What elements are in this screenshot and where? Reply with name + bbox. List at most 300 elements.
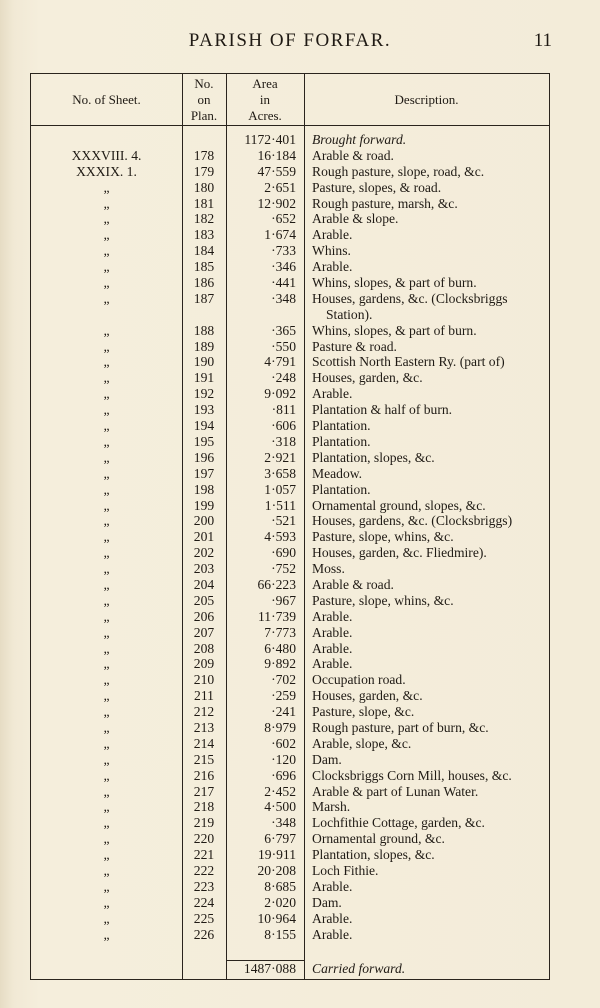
plan-number: 213 bbox=[193, 719, 215, 735]
sheet-number: „ bbox=[103, 592, 110, 608]
plan-number: 187 bbox=[193, 290, 215, 306]
table-row bbox=[31, 688, 549, 704]
sheet-number: „ bbox=[103, 338, 110, 354]
plan-number: 190 bbox=[193, 354, 215, 370]
description bbox=[312, 339, 552, 355]
area-acres: 9·092 bbox=[264, 386, 296, 402]
description bbox=[312, 831, 552, 847]
description-text: Plantation, slopes, &c. bbox=[312, 847, 435, 863]
description bbox=[312, 259, 552, 275]
table-row bbox=[31, 323, 549, 339]
sheet-number: „ bbox=[103, 402, 110, 418]
sheet-number: „ bbox=[103, 322, 110, 338]
table-row bbox=[31, 656, 549, 672]
area-acres: ·241 bbox=[271, 704, 296, 720]
area-table bbox=[30, 73, 550, 980]
header-rule bbox=[31, 125, 549, 126]
sheet-number: XXXVIII. 4. bbox=[71, 147, 142, 163]
brought-forward-row bbox=[31, 132, 549, 148]
sheet-number: „ bbox=[103, 751, 110, 767]
table-row bbox=[31, 227, 549, 243]
description bbox=[312, 529, 552, 545]
table-row bbox=[31, 768, 549, 784]
area-acres: 7·773 bbox=[264, 624, 296, 640]
sheet-number: „ bbox=[103, 862, 110, 878]
description-text: Rough pasture, part of burn, &c. bbox=[312, 719, 489, 735]
table-row bbox=[31, 736, 549, 752]
plan-number: 205 bbox=[193, 592, 215, 608]
area-acres: 10·964 bbox=[257, 910, 296, 926]
area-acres: 1·674 bbox=[264, 227, 296, 243]
page-number: 11 bbox=[533, 30, 552, 51]
table-row bbox=[31, 625, 549, 641]
plan-number: 209 bbox=[193, 656, 215, 672]
area-acres: 4·593 bbox=[264, 529, 296, 545]
carried-forward-area: 1487·088 bbox=[243, 961, 296, 976]
table-row bbox=[31, 434, 549, 450]
plan-number: 221 bbox=[193, 847, 215, 863]
sheet-number: „ bbox=[103, 545, 110, 561]
area-acres: 4·500 bbox=[264, 799, 296, 815]
description bbox=[312, 323, 552, 339]
plan-number: 224 bbox=[193, 894, 215, 910]
area-acres: ·348 bbox=[271, 290, 296, 306]
area-acres: ·696 bbox=[271, 767, 296, 783]
description-text: Arable. bbox=[312, 227, 353, 243]
plan-number: 185 bbox=[193, 259, 215, 275]
description-text: Houses, garden, &c. bbox=[312, 688, 423, 704]
plan-number: 201 bbox=[193, 529, 215, 545]
table-row bbox=[31, 148, 549, 164]
area-acres: ·441 bbox=[271, 275, 296, 291]
table-row bbox=[31, 847, 549, 863]
area-acres: ·550 bbox=[271, 338, 296, 354]
description-text: Arable & road. bbox=[312, 147, 394, 163]
column-header-plan bbox=[182, 74, 226, 125]
sheet-number: „ bbox=[103, 561, 110, 577]
table-row bbox=[31, 577, 549, 593]
description bbox=[312, 386, 552, 402]
table-row bbox=[31, 180, 549, 196]
table-row bbox=[31, 609, 549, 625]
carried-forward-row bbox=[31, 960, 549, 978]
table-row bbox=[31, 418, 549, 434]
description-text: Plantation. bbox=[312, 481, 371, 497]
sheet-number: „ bbox=[103, 449, 110, 465]
sheet-number: „ bbox=[103, 179, 110, 195]
plan-number: 179 bbox=[193, 163, 215, 179]
sheet-number: „ bbox=[103, 656, 110, 672]
table-row bbox=[31, 911, 549, 927]
description-text: Dam. bbox=[312, 894, 342, 910]
description bbox=[312, 815, 552, 831]
sheet-number: „ bbox=[103, 799, 110, 815]
description bbox=[312, 164, 552, 180]
area-acres: 2·921 bbox=[264, 449, 296, 465]
table-row bbox=[31, 561, 549, 577]
description bbox=[312, 641, 552, 657]
table-row bbox=[31, 402, 549, 418]
description-text: Arable & part of Lunan Water. bbox=[312, 783, 479, 799]
area-acres: ·521 bbox=[271, 513, 296, 529]
description-text: Rough pasture, slope, road, &c. bbox=[312, 163, 485, 179]
table-row bbox=[31, 545, 549, 561]
description bbox=[312, 863, 552, 879]
description-text: Houses, garden, &c. bbox=[312, 370, 423, 386]
description bbox=[312, 482, 552, 498]
plan-number: 211 bbox=[194, 688, 214, 704]
sheet-number: „ bbox=[103, 688, 110, 704]
description bbox=[312, 148, 552, 164]
table-row bbox=[31, 879, 549, 895]
table-row bbox=[31, 259, 549, 275]
description bbox=[312, 211, 552, 227]
description bbox=[312, 370, 552, 386]
description-text: Marsh. bbox=[312, 799, 351, 815]
area-acres: ·602 bbox=[271, 735, 296, 751]
area-acres: 2·020 bbox=[264, 894, 296, 910]
description bbox=[312, 609, 552, 625]
area-acres: ·733 bbox=[271, 243, 296, 259]
sheet-number: „ bbox=[103, 290, 110, 306]
plan-number: 210 bbox=[193, 672, 215, 688]
description-text: Meadow. bbox=[312, 465, 363, 481]
description-text: Whins, slopes, & part of burn. bbox=[312, 322, 477, 338]
description bbox=[312, 752, 552, 768]
sheet-number: „ bbox=[103, 672, 110, 688]
area-acres: ·967 bbox=[271, 592, 296, 608]
sheet-number: „ bbox=[103, 719, 110, 735]
page-title: PARISH OF FORFAR. bbox=[188, 30, 392, 51]
description bbox=[312, 895, 552, 911]
description bbox=[312, 720, 552, 736]
area-acres: 8·979 bbox=[264, 719, 296, 735]
sheet-number: XXXIX. 1. bbox=[76, 163, 137, 179]
description-text: Plantation, slopes, &c. bbox=[312, 449, 435, 465]
column-header-description: Description. bbox=[394, 91, 459, 107]
plan-number: 204 bbox=[193, 576, 215, 592]
area-acres: 8·155 bbox=[264, 926, 296, 942]
plan-number: 214 bbox=[193, 735, 215, 751]
description-text: Rough pasture, marsh, &c. bbox=[312, 195, 458, 211]
table-row bbox=[31, 386, 549, 402]
table-row bbox=[31, 370, 549, 386]
area-acres: 3·658 bbox=[264, 465, 296, 481]
description bbox=[312, 561, 552, 577]
description bbox=[312, 577, 552, 593]
sheet-number: „ bbox=[103, 227, 110, 243]
description-continuation: Station). bbox=[326, 306, 373, 322]
table-row bbox=[31, 211, 549, 227]
description bbox=[312, 768, 552, 784]
plan-number: 178 bbox=[193, 147, 215, 163]
description bbox=[312, 291, 552, 323]
area-acres: 12·902 bbox=[257, 195, 296, 211]
sheet-number: „ bbox=[103, 418, 110, 434]
description-text: Clocksbriggs Corn Mill, houses, &c. bbox=[312, 767, 512, 783]
area-acres: ·248 bbox=[271, 370, 296, 386]
table-row bbox=[31, 927, 549, 943]
column-header-plan-line: on bbox=[197, 91, 211, 107]
page-header bbox=[0, 30, 600, 56]
area-acres: ·346 bbox=[271, 259, 296, 275]
description-text: Occupation road. bbox=[312, 672, 406, 688]
area-acres: ·318 bbox=[271, 433, 296, 449]
sheet-number: „ bbox=[103, 910, 110, 926]
plan-number: 223 bbox=[193, 878, 215, 894]
sheet-number: „ bbox=[103, 195, 110, 211]
description bbox=[312, 275, 552, 291]
area-acres: ·652 bbox=[271, 211, 296, 227]
description-text: Arable. bbox=[312, 608, 353, 624]
description-text: Arable. bbox=[312, 624, 353, 640]
sheet-number: „ bbox=[103, 259, 110, 275]
plan-number: 191 bbox=[193, 370, 215, 386]
table-row bbox=[31, 339, 549, 355]
sheet-number: „ bbox=[103, 831, 110, 847]
description bbox=[312, 354, 552, 370]
description-text: Ornamental ground, slopes, &c. bbox=[312, 497, 486, 513]
plan-number: 195 bbox=[193, 433, 215, 449]
description-text: Ornamental ground, &c. bbox=[312, 831, 445, 847]
brought-forward-label: Brought forward. bbox=[312, 132, 407, 147]
area-acres: 20·208 bbox=[257, 862, 296, 878]
plan-number: 219 bbox=[193, 815, 215, 831]
description-text: Arable. bbox=[312, 656, 353, 672]
description bbox=[312, 625, 552, 641]
description bbox=[312, 656, 552, 672]
plan-number: 189 bbox=[193, 338, 215, 354]
area-acres: 2·452 bbox=[264, 783, 296, 799]
plan-number: 192 bbox=[193, 386, 215, 402]
brought-forward-area: 1172·401 bbox=[244, 132, 296, 147]
area-acres: 8·685 bbox=[264, 878, 296, 894]
description bbox=[312, 180, 552, 196]
column-header-area-line: Area bbox=[252, 75, 278, 91]
plan-number: 186 bbox=[193, 275, 215, 291]
description-text: Pasture, slope, whins, &c. bbox=[312, 529, 454, 545]
sheet-number: „ bbox=[103, 576, 110, 592]
sheet-number: „ bbox=[103, 624, 110, 640]
description-text: Loch Fithie. bbox=[312, 862, 379, 878]
plan-number: 215 bbox=[193, 751, 215, 767]
table-row bbox=[31, 831, 549, 847]
plan-number: 199 bbox=[193, 497, 215, 513]
sheet-number: „ bbox=[103, 735, 110, 751]
table-row bbox=[31, 799, 549, 815]
plan-number: 216 bbox=[193, 767, 215, 783]
table-row bbox=[31, 529, 549, 545]
sheet-number: „ bbox=[103, 275, 110, 291]
description-text: Pasture & road. bbox=[312, 338, 397, 354]
description-text: Whins. bbox=[312, 243, 351, 259]
description-text: Pasture, slope, &c. bbox=[312, 704, 415, 720]
sheet-number: „ bbox=[103, 433, 110, 449]
description bbox=[312, 434, 552, 450]
description bbox=[312, 243, 552, 259]
area-acres: 16·184 bbox=[257, 147, 296, 163]
plan-number: 184 bbox=[193, 243, 215, 259]
sheet-number: „ bbox=[103, 878, 110, 894]
column-header-plan-line: Plan. bbox=[190, 107, 218, 123]
column-header-area-line: Acres. bbox=[248, 107, 282, 123]
description bbox=[312, 402, 552, 418]
table-row bbox=[31, 752, 549, 768]
table-row bbox=[31, 895, 549, 911]
description bbox=[312, 227, 552, 243]
plan-number: 198 bbox=[193, 481, 215, 497]
plan-number: 207 bbox=[193, 624, 215, 640]
area-acres: ·690 bbox=[271, 545, 296, 561]
plan-number: 193 bbox=[193, 402, 215, 418]
description bbox=[312, 593, 552, 609]
sheet-number: „ bbox=[103, 513, 110, 529]
plan-number: 200 bbox=[193, 513, 215, 529]
description bbox=[312, 704, 552, 720]
area-acres: 11·739 bbox=[257, 608, 296, 624]
area-acres: 66·223 bbox=[257, 576, 296, 592]
table-body bbox=[31, 132, 549, 942]
description bbox=[312, 545, 552, 561]
description-text: Arable. bbox=[312, 910, 353, 926]
column-header-sheet: No. of Sheet. bbox=[72, 91, 141, 107]
description bbox=[312, 784, 552, 800]
sheet-number: „ bbox=[103, 497, 110, 513]
table-row bbox=[31, 704, 549, 720]
description-text: Plantation. bbox=[312, 433, 371, 449]
area-acres: ·259 bbox=[271, 688, 296, 704]
sheet-number: „ bbox=[103, 465, 110, 481]
description-text: Arable. bbox=[312, 878, 353, 894]
table-row bbox=[31, 466, 549, 482]
description bbox=[312, 513, 552, 529]
plan-number: 225 bbox=[193, 910, 215, 926]
description-text: Dam. bbox=[312, 751, 342, 767]
sheet-number: „ bbox=[103, 783, 110, 799]
description-text: Houses, garden, &c. Fliedmire). bbox=[312, 545, 487, 561]
description-text: Pasture, slopes, & road. bbox=[312, 179, 442, 195]
area-acres: 1·511 bbox=[264, 497, 296, 513]
description bbox=[312, 418, 552, 434]
plan-number: 206 bbox=[193, 608, 215, 624]
table-row bbox=[31, 513, 549, 529]
sheet-number: „ bbox=[103, 370, 110, 386]
table-row bbox=[31, 672, 549, 688]
table-row bbox=[31, 498, 549, 514]
description-text: Arable & road. bbox=[312, 576, 394, 592]
description bbox=[312, 879, 552, 895]
sheet-number: „ bbox=[103, 926, 110, 942]
description bbox=[312, 688, 552, 704]
plan-number: 217 bbox=[193, 783, 215, 799]
plan-number: 222 bbox=[193, 862, 215, 878]
description bbox=[312, 799, 552, 815]
plan-number: 188 bbox=[193, 322, 215, 338]
sheet-number: „ bbox=[103, 847, 110, 863]
area-acres: 6·480 bbox=[264, 640, 296, 656]
plan-number: 202 bbox=[193, 545, 215, 561]
area-acres: 1·057 bbox=[264, 481, 296, 497]
sheet-number: „ bbox=[103, 481, 110, 497]
description-text: Whins, slopes, & part of burn. bbox=[312, 275, 477, 291]
plan-number: 203 bbox=[193, 561, 215, 577]
plan-number: 181 bbox=[193, 195, 215, 211]
plan-number: 180 bbox=[193, 179, 215, 195]
description-text: Plantation. bbox=[312, 418, 371, 434]
area-acres: 47·559 bbox=[257, 163, 296, 179]
description-text: Arable. bbox=[312, 386, 353, 402]
plan-number: 194 bbox=[193, 418, 215, 434]
description-text: Lochfithie Cottage, garden, &c. bbox=[312, 815, 485, 831]
sheet-number: „ bbox=[103, 640, 110, 656]
sheet-number: „ bbox=[103, 767, 110, 783]
description-text: Moss. bbox=[312, 561, 345, 577]
description-text: Scottish North Eastern Ry. (part of) bbox=[312, 354, 505, 370]
sheet-number: „ bbox=[103, 354, 110, 370]
description-text: Houses, gardens, &c. (Clocksbriggs) bbox=[312, 513, 513, 529]
table-row bbox=[31, 243, 549, 259]
table-row bbox=[31, 482, 549, 498]
column-header-area bbox=[226, 74, 304, 125]
area-acres: ·120 bbox=[271, 751, 296, 767]
plan-number: 182 bbox=[193, 211, 215, 227]
table-row bbox=[31, 450, 549, 466]
area-acres: ·811 bbox=[271, 402, 296, 418]
area-acres: ·348 bbox=[271, 815, 296, 831]
description-text: Arable, slope, &c. bbox=[312, 735, 412, 751]
description bbox=[312, 911, 552, 927]
description bbox=[312, 847, 552, 863]
plan-number: 183 bbox=[193, 227, 215, 243]
description bbox=[312, 498, 552, 514]
table-row bbox=[31, 196, 549, 212]
area-acres: ·702 bbox=[271, 672, 296, 688]
area-acres: ·752 bbox=[271, 561, 296, 577]
description bbox=[312, 672, 552, 688]
description-text: Pasture, slope, whins, &c. bbox=[312, 592, 454, 608]
sheet-number: „ bbox=[103, 386, 110, 402]
table-row bbox=[31, 863, 549, 879]
table-row bbox=[31, 784, 549, 800]
table-row bbox=[31, 354, 549, 370]
table-row bbox=[31, 164, 549, 180]
table-row bbox=[31, 815, 549, 831]
column-header-plan-line: No. bbox=[194, 75, 214, 91]
sheet-number: „ bbox=[103, 529, 110, 545]
area-acres: 4·791 bbox=[264, 354, 296, 370]
table-row bbox=[31, 593, 549, 609]
column-header-area-line: in bbox=[259, 91, 271, 107]
table-row bbox=[31, 291, 549, 323]
table-row bbox=[31, 275, 549, 291]
description-text: Arable. bbox=[312, 259, 353, 275]
plan-number: 208 bbox=[193, 640, 215, 656]
sheet-number: „ bbox=[103, 608, 110, 624]
carried-forward-label: Carried forward. bbox=[312, 961, 406, 976]
description bbox=[312, 450, 552, 466]
description bbox=[312, 196, 552, 212]
plan-number: 220 bbox=[193, 831, 215, 847]
plan-number: 197 bbox=[193, 465, 215, 481]
description bbox=[312, 466, 552, 482]
description bbox=[312, 736, 552, 752]
sheet-number: „ bbox=[103, 704, 110, 720]
table-row bbox=[31, 720, 549, 736]
description-text: Houses, gardens, &c. (Clocksbriggs bbox=[312, 290, 508, 306]
sheet-number: „ bbox=[103, 243, 110, 259]
plan-number: 196 bbox=[193, 449, 215, 465]
description-text: Arable & slope. bbox=[312, 211, 399, 227]
